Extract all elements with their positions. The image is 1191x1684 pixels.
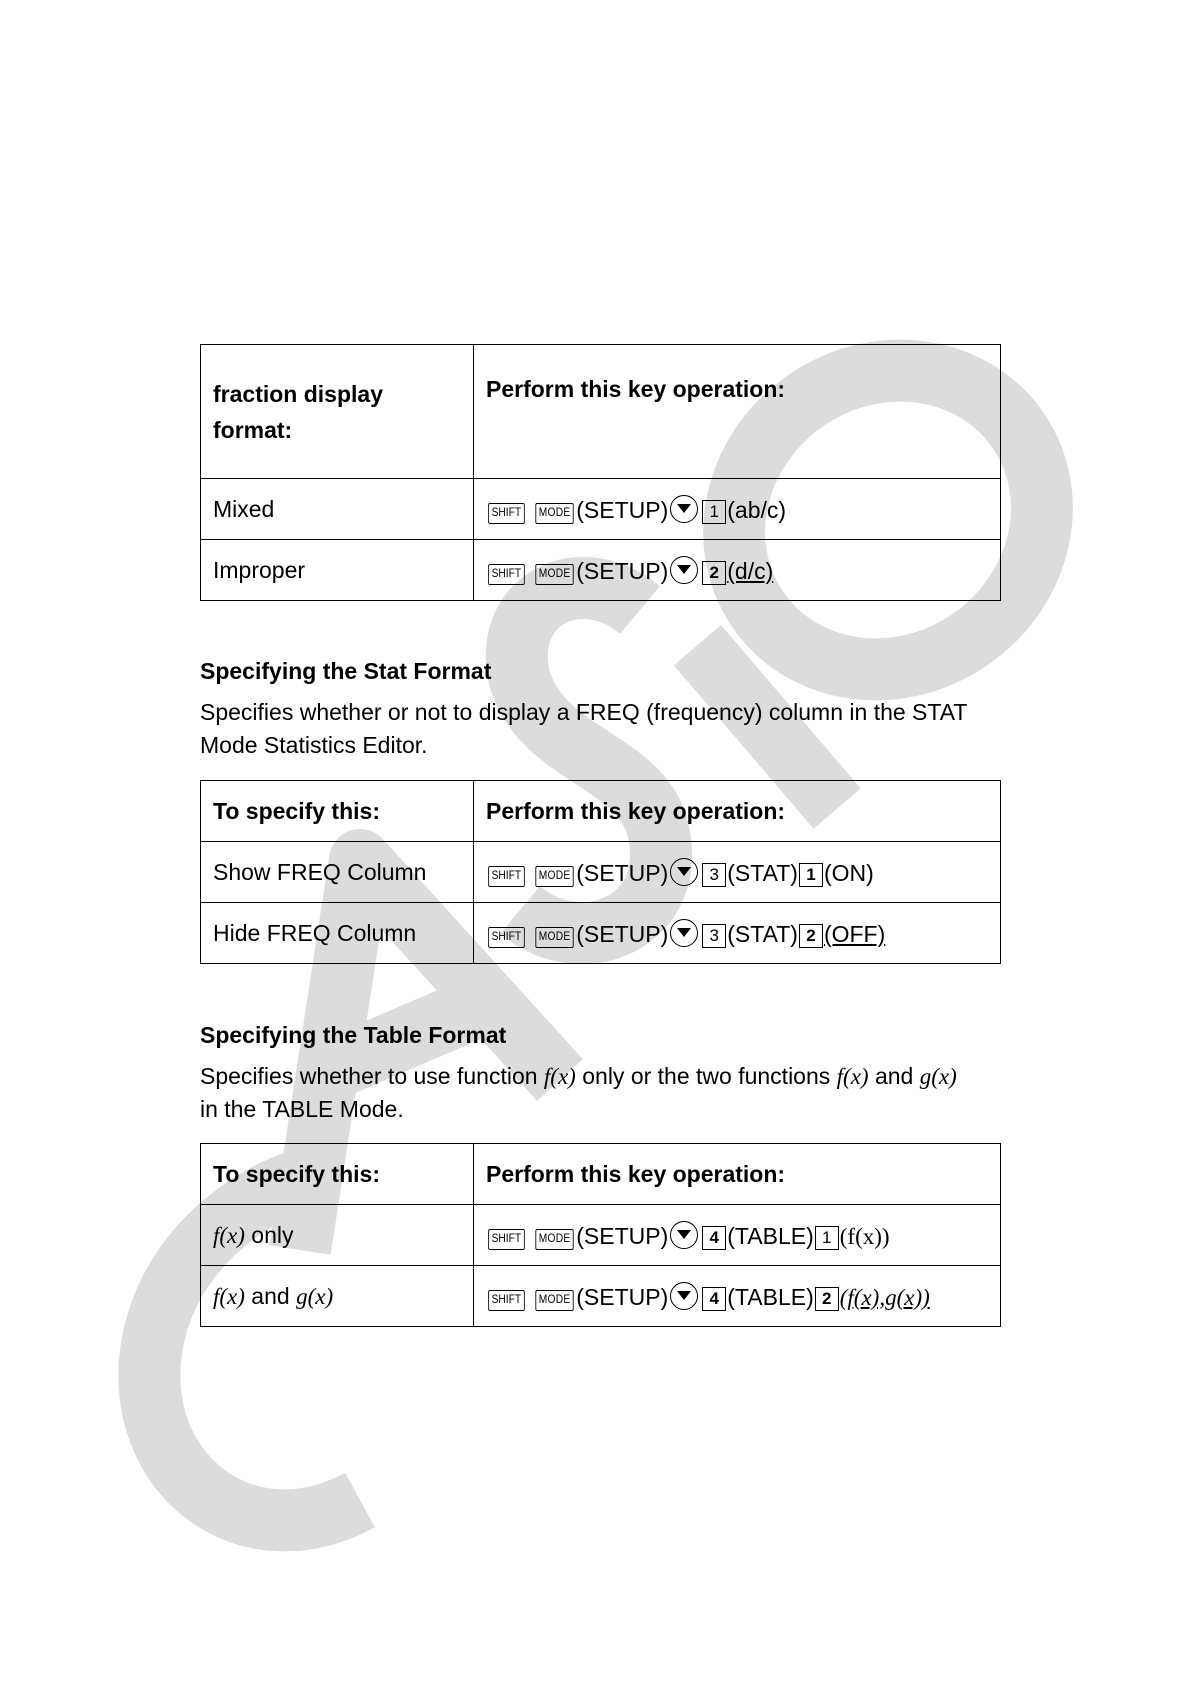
key-sequence: [474, 479, 1001, 540]
setup-text: (SETUP): [576, 859, 669, 886]
number-key: 2: [702, 561, 726, 585]
mid-text: (TABLE): [727, 1283, 814, 1310]
number-key: 4: [702, 1226, 726, 1250]
label-text: and: [244, 1282, 297, 1309]
cursor-down-icon: [670, 495, 698, 523]
key-sequence: [474, 842, 1001, 903]
number-key: 3: [702, 863, 726, 887]
result-text: (f(x)): [839, 1223, 890, 1249]
cursor-down-icon: [670, 919, 698, 947]
cursor-down-icon: [670, 1221, 698, 1249]
mode-key: MODE: [535, 564, 573, 585]
header-label: fraction display format:: [213, 380, 383, 443]
header-label: Perform this key operation:: [486, 375, 786, 402]
gx-term: g(x): [919, 1064, 957, 1089]
result-text: (d/c): [727, 557, 774, 584]
table-row: [201, 540, 1001, 601]
row-label: [201, 1266, 474, 1327]
result-text: (ON): [823, 859, 874, 886]
mode-key: MODE: [535, 927, 573, 948]
fx-term: f(x): [836, 1064, 869, 1089]
gx-term: g(x): [296, 1283, 334, 1309]
number-key: 4: [702, 1287, 726, 1311]
setup-text: (SETUP): [576, 920, 669, 947]
table-header-col2: [474, 345, 1001, 479]
key-sequence: [474, 540, 1001, 601]
desc-text: only or the two functions: [575, 1063, 837, 1089]
table-header-row: [201, 781, 1001, 842]
cursor-down-icon: [670, 858, 698, 886]
number-key: 2: [815, 1287, 839, 1311]
row-label: Mixed: [201, 479, 474, 540]
table-row: [201, 842, 1001, 903]
section-description-table: [200, 1060, 1020, 1126]
number-key: 3: [702, 924, 726, 948]
number-key: 1: [702, 500, 726, 524]
cursor-down-icon: [670, 556, 698, 584]
fraction-format-table: [200, 344, 1001, 601]
row-label: Improper: [201, 540, 474, 601]
table-header-col2: Perform this key operation:: [474, 1144, 1001, 1205]
row-label: Show FREQ Column: [201, 842, 474, 903]
setup-text: (SETUP): [576, 1283, 669, 1310]
result-text: (OFF): [823, 920, 886, 947]
section-title-table-format: Specifying the Table Format: [200, 1022, 507, 1048]
table-row: [201, 479, 1001, 540]
shift-key: SHIFT: [488, 927, 524, 948]
table-row: [201, 903, 1001, 964]
shift-key: SHIFT: [488, 1290, 524, 1311]
cursor-down-icon: [670, 1282, 698, 1310]
desc-text: Specifies whether to use function: [200, 1063, 544, 1089]
key-sequence: [474, 1205, 1001, 1266]
fx-term: f(x): [213, 1222, 245, 1248]
fx-term: f(x): [213, 1283, 245, 1309]
key-sequence: [474, 1266, 1001, 1327]
number-key: 2: [799, 924, 823, 948]
table-format-table: [200, 1143, 1001, 1327]
number-key: 1: [815, 1226, 839, 1250]
number-key: 1: [799, 863, 823, 887]
setup-text: (SETUP): [576, 557, 669, 584]
mid-text: (TABLE): [727, 1222, 814, 1249]
desc-text: in the TABLE Mode.: [200, 1096, 404, 1122]
shift-key: SHIFT: [488, 866, 524, 887]
table-header-col1: [201, 345, 474, 479]
table-header-col1: To specify this:: [201, 1144, 474, 1205]
shift-key: SHIFT: [488, 1229, 524, 1250]
section-description-stat: Specifies whether or not to display a FREQ (frequency) column in the STAT Mode Statistics Editor.: [200, 699, 968, 758]
key-sequence: [474, 903, 1001, 964]
section-title-stat-format: Specifying the Stat Format: [200, 658, 492, 684]
table-header-col1: To specify this:: [201, 781, 474, 842]
table-header-row: [201, 1144, 1001, 1205]
mode-key: MODE: [535, 866, 573, 887]
result-text: (f(x),g(x)): [839, 1284, 930, 1310]
desc-text: and: [868, 1063, 920, 1089]
mode-key: MODE: [535, 1229, 573, 1250]
table-row: [201, 1266, 1001, 1327]
row-label: Hide FREQ Column: [201, 903, 474, 964]
setup-text: (SETUP): [576, 496, 669, 523]
row-label: [201, 1205, 474, 1266]
mode-key: MODE: [535, 503, 573, 524]
mid-text: (STAT): [727, 859, 798, 886]
mode-key: MODE: [535, 1290, 573, 1311]
label-text: only: [244, 1221, 294, 1248]
result-text: (ab/c): [727, 496, 787, 523]
setup-text: (SETUP): [576, 1222, 669, 1249]
table-row: [201, 1205, 1001, 1266]
stat-format-table: [200, 780, 1001, 964]
table-header-col2: Perform this key operation:: [474, 781, 1001, 842]
shift-key: SHIFT: [488, 564, 524, 585]
mid-text: (STAT): [727, 920, 798, 947]
shift-key: SHIFT: [488, 503, 524, 524]
fx-term: f(x): [543, 1064, 576, 1089]
